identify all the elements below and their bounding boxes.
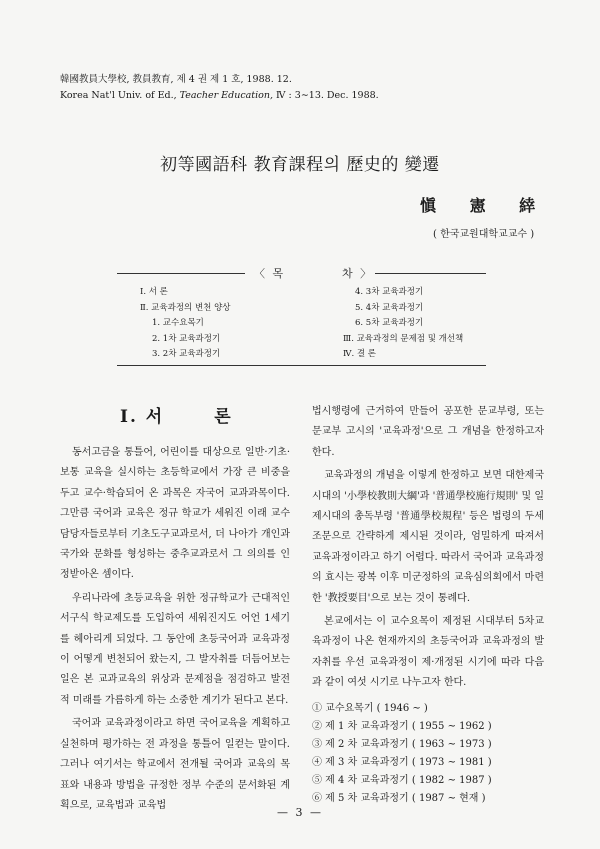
toc-item: 2. 1차 교육과정기 (152, 333, 221, 344)
page-number: — 3 — (277, 806, 323, 819)
journal-name: Teacher Education, (179, 90, 274, 101)
period-item: ③ 제 2 차 교육과정기 ( 1963 ∼ 1973 ) (312, 738, 492, 750)
toc-item: Ⅲ. 교육과정의 문제점 및 개선책 (343, 333, 464, 344)
toc-rule-left (117, 273, 245, 274)
period-item: ④ 제 3 차 교육과정기 ( 1973 ∼ 1981 ) (312, 756, 492, 768)
journal-volume: Ⅳ : 3∼13. Dec. 1988. (276, 90, 379, 101)
journal-affiliation: Korea Nat'l Univ. of Ed., (60, 90, 177, 101)
period-item: ⑤ 제 4 차 교육과정기 ( 1982 ∼ 1987 ) (312, 774, 492, 786)
toc-rule-right (375, 273, 486, 274)
toc-item: 1. 교수요목기 (152, 318, 204, 328)
section-heading (120, 402, 233, 427)
toc-heading-left: 〈 목 (254, 267, 286, 280)
period-list (312, 700, 544, 808)
left-column (60, 443, 290, 816)
period-item: ① 교수요목기 ( 1946 ∼ ) (312, 702, 428, 714)
toc-item: Ⅱ. 교육과정의 변천 양상 (140, 302, 231, 313)
toc-left-column (140, 285, 231, 363)
body-paragraph: 교육과정의 개념을 이렇게 한정하고 보면 대한제국시대의 '小學校教則大綱'과 '普通學校施行規則' 및 일제시대의 총독부령 '普通學校規程' 등은 법령의 두세 조문으로 간략하게 제시된 것이라, 엄밀하게 따져서 교육과정이라고 하기 어렵다. 따라서 국어과 교육과정의 효시는 광복 이후 미군정하의 교육심의회에서 마련한 '教授要目'으로 보는 것이 통례다. (312, 470, 544, 604)
period-item: ⑥ 제 5 차 교육과정기 ( 1987 ∼ 현재 ) (312, 792, 486, 804)
toc-rule-bottom (117, 365, 486, 366)
toc-item: Ⅳ. 결 론 (343, 349, 377, 359)
body-paragraph: 본교에서는 이 교수요목이 제정된 시대부터 5차교육과정이 나온 현재까지의 초등국어과 교육과정의 발자취를 우선 교육과정이 제·개정된 시기에 따라 다음과 같이 여섯 시기로 나누고자 한다. (312, 616, 544, 689)
right-column (312, 402, 544, 808)
author-affiliation: ( 한국교원대학교교수 ) (433, 229, 535, 240)
body-paragraph: 동서고금을 통틀어, 어린이를 대상으로 일반·기초·보통 교육을 실시하는 초등학교에서 가장 큰 비중을 두고 교수·학습되어 온 과목은 자국어 교과과목이다. 그만큼 국어과 교육은 정규 학교가 세워진 이래 교수담당자들로부터 기초도구교과로서, 더 나아가 개인과 국가와 문화를 형성하는 중추교과로서 그 의의를 인정받아온 셈이다. (60, 447, 290, 581)
journal-citation-korean: 韓國教員大學校, 教員教育, 제 4 권 제 1 호, 1988. 12. (60, 74, 292, 85)
body-paragraph: 우리나라에 초등교육을 위한 정규학교가 근대적인 서구식 학교제도를 도입하여 세워진지도 어언 1세기를 헤아리게 되었다. 그 동안에 초등국어과 교육과정이 어떻게 변천되어 왔는지, 그 발자취를 더듬어보는 일은 본 교과교육의 위상과 문제점을 점검하고 발전적 미래를 가름하게 하는 소중한 계기가 된다고 본다. (60, 592, 290, 706)
period-item: ② 제 1 차 교육과정기 ( 1955 ∼ 1962 ) (312, 720, 492, 732)
toc-item: 4. 3차 교육과정기 (355, 287, 424, 297)
author-name: 愼 憲 緈 (420, 196, 550, 215)
body-paragraph: 국어과 교육과정이라고 하면 국어교육을 계획하고 실천하며 평가하는 전 과정을 통틀어 일컫는 말이다. 그러나 여기서는 학교에서 전개될 국어과 교육의 목표와 내용과 방법을 규정한 정부 수준의 문서화된 계획으로, 교육법과 교육법 (60, 718, 290, 811)
section-number: Ⅰ. 서 (120, 407, 165, 427)
toc-item: 3. 2차 교육과정기 (152, 349, 221, 359)
toc-item: Ⅰ. 서 론 (140, 287, 168, 297)
journal-header (60, 72, 379, 104)
journal-citation-english (60, 88, 379, 104)
toc-heading-right: 차 〉 (342, 267, 374, 280)
toc-item: 6. 5차 교육과정기 (355, 318, 424, 328)
paper-title: 初等國語科 教育課程의 歷史的 變遷 (160, 155, 440, 175)
section-title-rest: 론 (214, 407, 233, 427)
body-paragraph: 법시행령에 근거하여 만들어 공포한 문교부령, 또는 문교부 고시의 '교육과정'으로 그 개념을 한정하고자 한다. (312, 406, 544, 458)
toc-item: 5. 4차 교육과정기 (355, 302, 424, 313)
toc-right-column (343, 285, 463, 363)
